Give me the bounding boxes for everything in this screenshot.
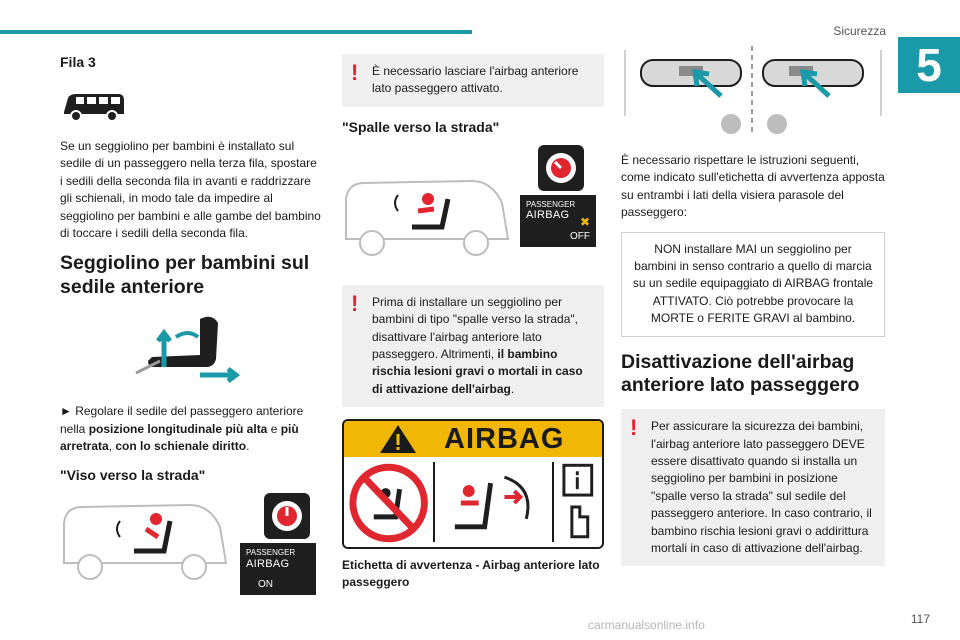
airbag-label-header xyxy=(344,421,602,457)
car-rear-child-seat-illustration xyxy=(342,169,514,263)
airbag-switch-knob-off-icon xyxy=(538,145,584,191)
airbag-switch-icon xyxy=(264,493,310,539)
sun-visor-label-illustration xyxy=(621,46,885,136)
no-rear-facing-seat-icon xyxy=(344,457,433,547)
airbag-deploy-seat-icon xyxy=(435,457,552,547)
viso-title: "Viso verso la strada" xyxy=(60,467,206,484)
fila-title: Fila 3 xyxy=(60,54,96,70)
warning-disable-airbag: ! Prima di installare un seggiolino per bambini di tipo "spalle verso la strada", disattivare l'airbag anteriore lato passeggero. Altrimenti, il bambino rischia lesioni gravi o mortali in caso di attivazione dell'airbag. xyxy=(342,285,604,407)
warning-icon: ! xyxy=(351,60,359,85)
section-name: Sicurezza xyxy=(833,24,886,38)
forward-facing-illustration-row xyxy=(60,493,322,595)
spalle-title: "Spalle verso la strada" xyxy=(342,118,500,135)
airbag-switch-knob-icon xyxy=(264,493,310,539)
intro-text: È necessario rispettare le istruzioni seguenti, come indicato sull'etichetta di avvertenza apposta su entrambi i lati della visiera parasole del passeggero: xyxy=(621,153,885,220)
section-title-front-seat: Seggiolino per bambini sul sedile anteriore xyxy=(60,252,310,298)
warning-keep-airbag: ! È necessario lasciare l'airbag anteriore lato passeggero attivato. xyxy=(342,54,604,107)
watermark: carmanualsonline.info xyxy=(588,618,705,632)
seat-adjust-illustration xyxy=(130,311,250,385)
warning-icon: ! xyxy=(351,290,359,316)
van-side-icon xyxy=(60,86,130,126)
airbag-off-seat-icon: ✖ xyxy=(579,214,590,229)
airbag-status-off xyxy=(520,145,596,247)
column-3 xyxy=(621,46,885,578)
seat-adjust-step: ► Regolare il sedile del passeggero anteriore nella posizione longitudinale più alta e più arretrata, con lo schienale diritto. xyxy=(60,404,304,453)
airbag-status-on xyxy=(240,493,316,595)
column-1 xyxy=(60,54,322,595)
passenger-airbag-on-label: PASSENGER AIRBAG ON xyxy=(240,543,316,595)
section-title-deactivation: Disattivazione dell'airbag anteriore lato passeggero xyxy=(621,350,860,396)
warning-must-deactivate: ! Per assicurare la sicurezza dei bambini, l'airbag anteriore lato passeggero DEVE essere disattivato quando si installa un seggiolino per bambini in posizione "spalle verso la strada" sul sedile del passeggero anteriore. In caso contrario, il bambino rischia lesioni gravi o addirittura mortali in caso di attivazione dell'airbag. xyxy=(621,409,885,566)
passenger-airbag-off-label: PASSENGER AIRBAG ✖ OFF xyxy=(520,195,596,247)
warning-icon: ! xyxy=(630,415,638,441)
warning-triangle-icon xyxy=(378,423,418,455)
airbag-label-pictograms xyxy=(344,457,602,547)
chapter-number: 5 xyxy=(898,37,960,93)
header-accent-bar xyxy=(0,30,472,34)
never-install-notice: NON installare MAI un seggiolino per bambini in senso contrario a quello di marcia su un sedile equipaggiato di AIRBAG frontale ATTIVATO. Ciò potrebbe provocare la MORTE o FERITE GRAVI al bambino. xyxy=(621,232,885,337)
read-manual-icon xyxy=(554,457,602,547)
car-forward-child-seat-illustration xyxy=(60,493,230,583)
fila-text: Se un seggiolino per bambini è installato sul sedile di un passeggero nella terza fila, spostare i sedili della seconda fila in avanti e raddrizzare gli schienali, in modo tale da impedire al seggiolino per bambini e alle gambe del bambino di toccare i sedili della seconda fila. xyxy=(60,139,321,240)
airbag-warning-label xyxy=(342,419,604,549)
airbag-label-word: AIRBAG xyxy=(444,422,565,455)
airbag-switch-off-icon xyxy=(538,145,584,191)
page-number: 117 xyxy=(910,612,930,626)
column-2 xyxy=(342,54,604,591)
airbag-label-caption: Etichetta di avvertenza - Airbag anteriore lato passeggero xyxy=(342,558,600,589)
rear-facing-illustration-row xyxy=(342,145,604,263)
